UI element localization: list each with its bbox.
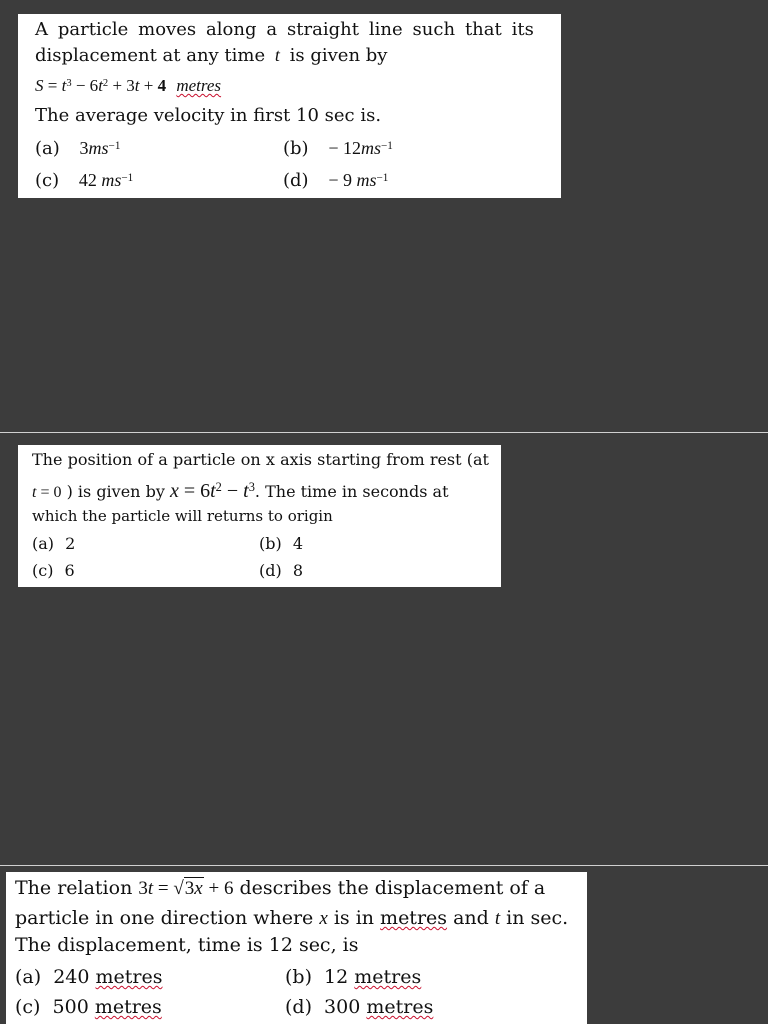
q1-option-c: (c) 42 $ms^{-1}$ <box>35 170 134 191</box>
q3-option-c: (c) 500 metres <box>15 996 162 1018</box>
square-root: √3x <box>173 878 203 899</box>
question-card-1 <box>18 14 561 198</box>
question-card-2 <box>18 445 501 587</box>
q2-line-1: The position of a particle on x axis starting from rest (at <box>32 450 489 469</box>
q3-line-3: The displacement, time is 12 sec, is <box>15 934 359 956</box>
divider-2 <box>0 865 768 866</box>
q2-option-a: (a) 2 <box>32 534 76 553</box>
q1-line-2: displacement at any time t is given by <box>35 45 388 66</box>
q1-question: The average velocity in first 10 sec is. <box>35 105 382 126</box>
q3-line-2: particle in one direction where x is in metres and t in sec. <box>15 907 569 929</box>
q1-equation: $S = t^3 - 6t^2 + 3t + 4$ metres <box>35 76 222 95</box>
q2-line-2: t = 0 ) is given by $x = 6t^2 - t^3$. The time in seconds at <box>32 480 449 502</box>
q3-line-1: The relation 3t = √3x + 6 describes the displacement of a <box>15 877 546 899</box>
q3-option-d: (d) 300 metres <box>285 996 434 1018</box>
question-card-3 <box>6 872 587 1024</box>
q2-line-3: which the particle will returns to origin <box>32 507 333 525</box>
q2-option-d: (d) 8 <box>259 561 304 580</box>
q1-option-b: $(b) - 12ms^{-1}$ <box>283 138 393 159</box>
q2-option-c: (c) 6 <box>32 561 75 580</box>
q1-option-a: (a) $3ms^{-1}$ <box>35 138 121 159</box>
q3-option-b: (b) 12 metres <box>285 966 422 988</box>
q3-option-a: (a) 240 metres <box>15 966 163 988</box>
q2-option-b: (b) 4 <box>259 534 304 553</box>
q1-line-1: A particle moves along a straight line such that its <box>35 19 534 40</box>
q1-option-d: (d) − 9 $ms^{-1}$ <box>283 170 389 191</box>
divider-1 <box>0 432 768 433</box>
